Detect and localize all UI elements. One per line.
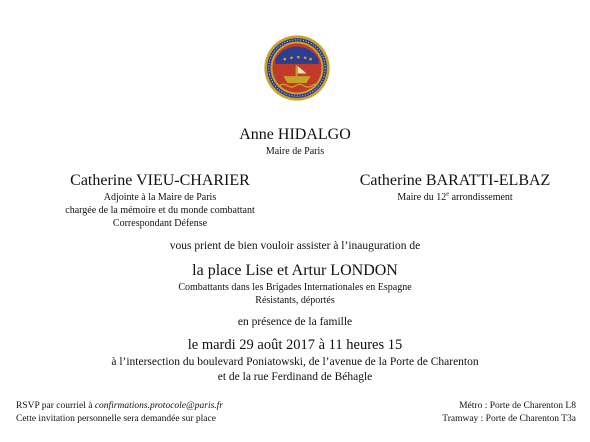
- invitation-notice: Cette invitation personnelle sera demandée sur place: [16, 414, 216, 424]
- left-official-line: chargée de la mémoire et du monde combattant: [65, 205, 255, 216]
- metro-info: Métro : Porte de Charenton L8: [459, 401, 576, 411]
- footer-transport: [442, 400, 576, 426]
- host-name: Anne HIDALGO: [239, 126, 351, 143]
- invitation-intro: vous prient de bien vouloir assister à l’inauguration de: [169, 240, 421, 252]
- host-title: Maire de Paris: [265, 146, 325, 157]
- rsvp-line: RSVP par courriel à confirmations.protocole@paris.fr: [16, 401, 224, 411]
- place-description-line: Résistants, déportés: [255, 295, 335, 306]
- footer-rsvp: [16, 400, 223, 426]
- place-description-line: Combattants dans les Brigades Internationales en Espagne: [178, 282, 412, 293]
- event-date: le mardi 29 août 2017 à 11 heures 15: [187, 337, 403, 353]
- place-name: la place Lise et Artur LONDON: [192, 262, 398, 279]
- right-official: [320, 172, 590, 204]
- family-presence: en présence de la famille: [237, 316, 353, 328]
- city-of-paris-seal-icon: [263, 34, 331, 102]
- right-official-name: Catherine BARATTI-ELBAZ: [359, 172, 551, 189]
- event-location-line: et de la rue Ferdinand de Béhagle: [217, 371, 373, 383]
- left-official-name: Catherine VIEU-CHARIER: [70, 172, 250, 189]
- left-official-line: Adjointe à la Maire de Paris: [103, 192, 217, 203]
- right-official-title: Maire du 12e arrondissement: [397, 190, 513, 203]
- tramway-info: Tramway : Porte de Charenton T3a: [442, 414, 576, 424]
- left-official: [0, 172, 320, 230]
- event-location-line: à l’intersection du boulevard Poniatowski, de l’avenue de la Porte de Charenton: [111, 356, 479, 368]
- left-official-line: Correspondant Défense: [112, 218, 208, 229]
- rsvp-email: confirmations.protocole@paris.fr: [94, 401, 224, 411]
